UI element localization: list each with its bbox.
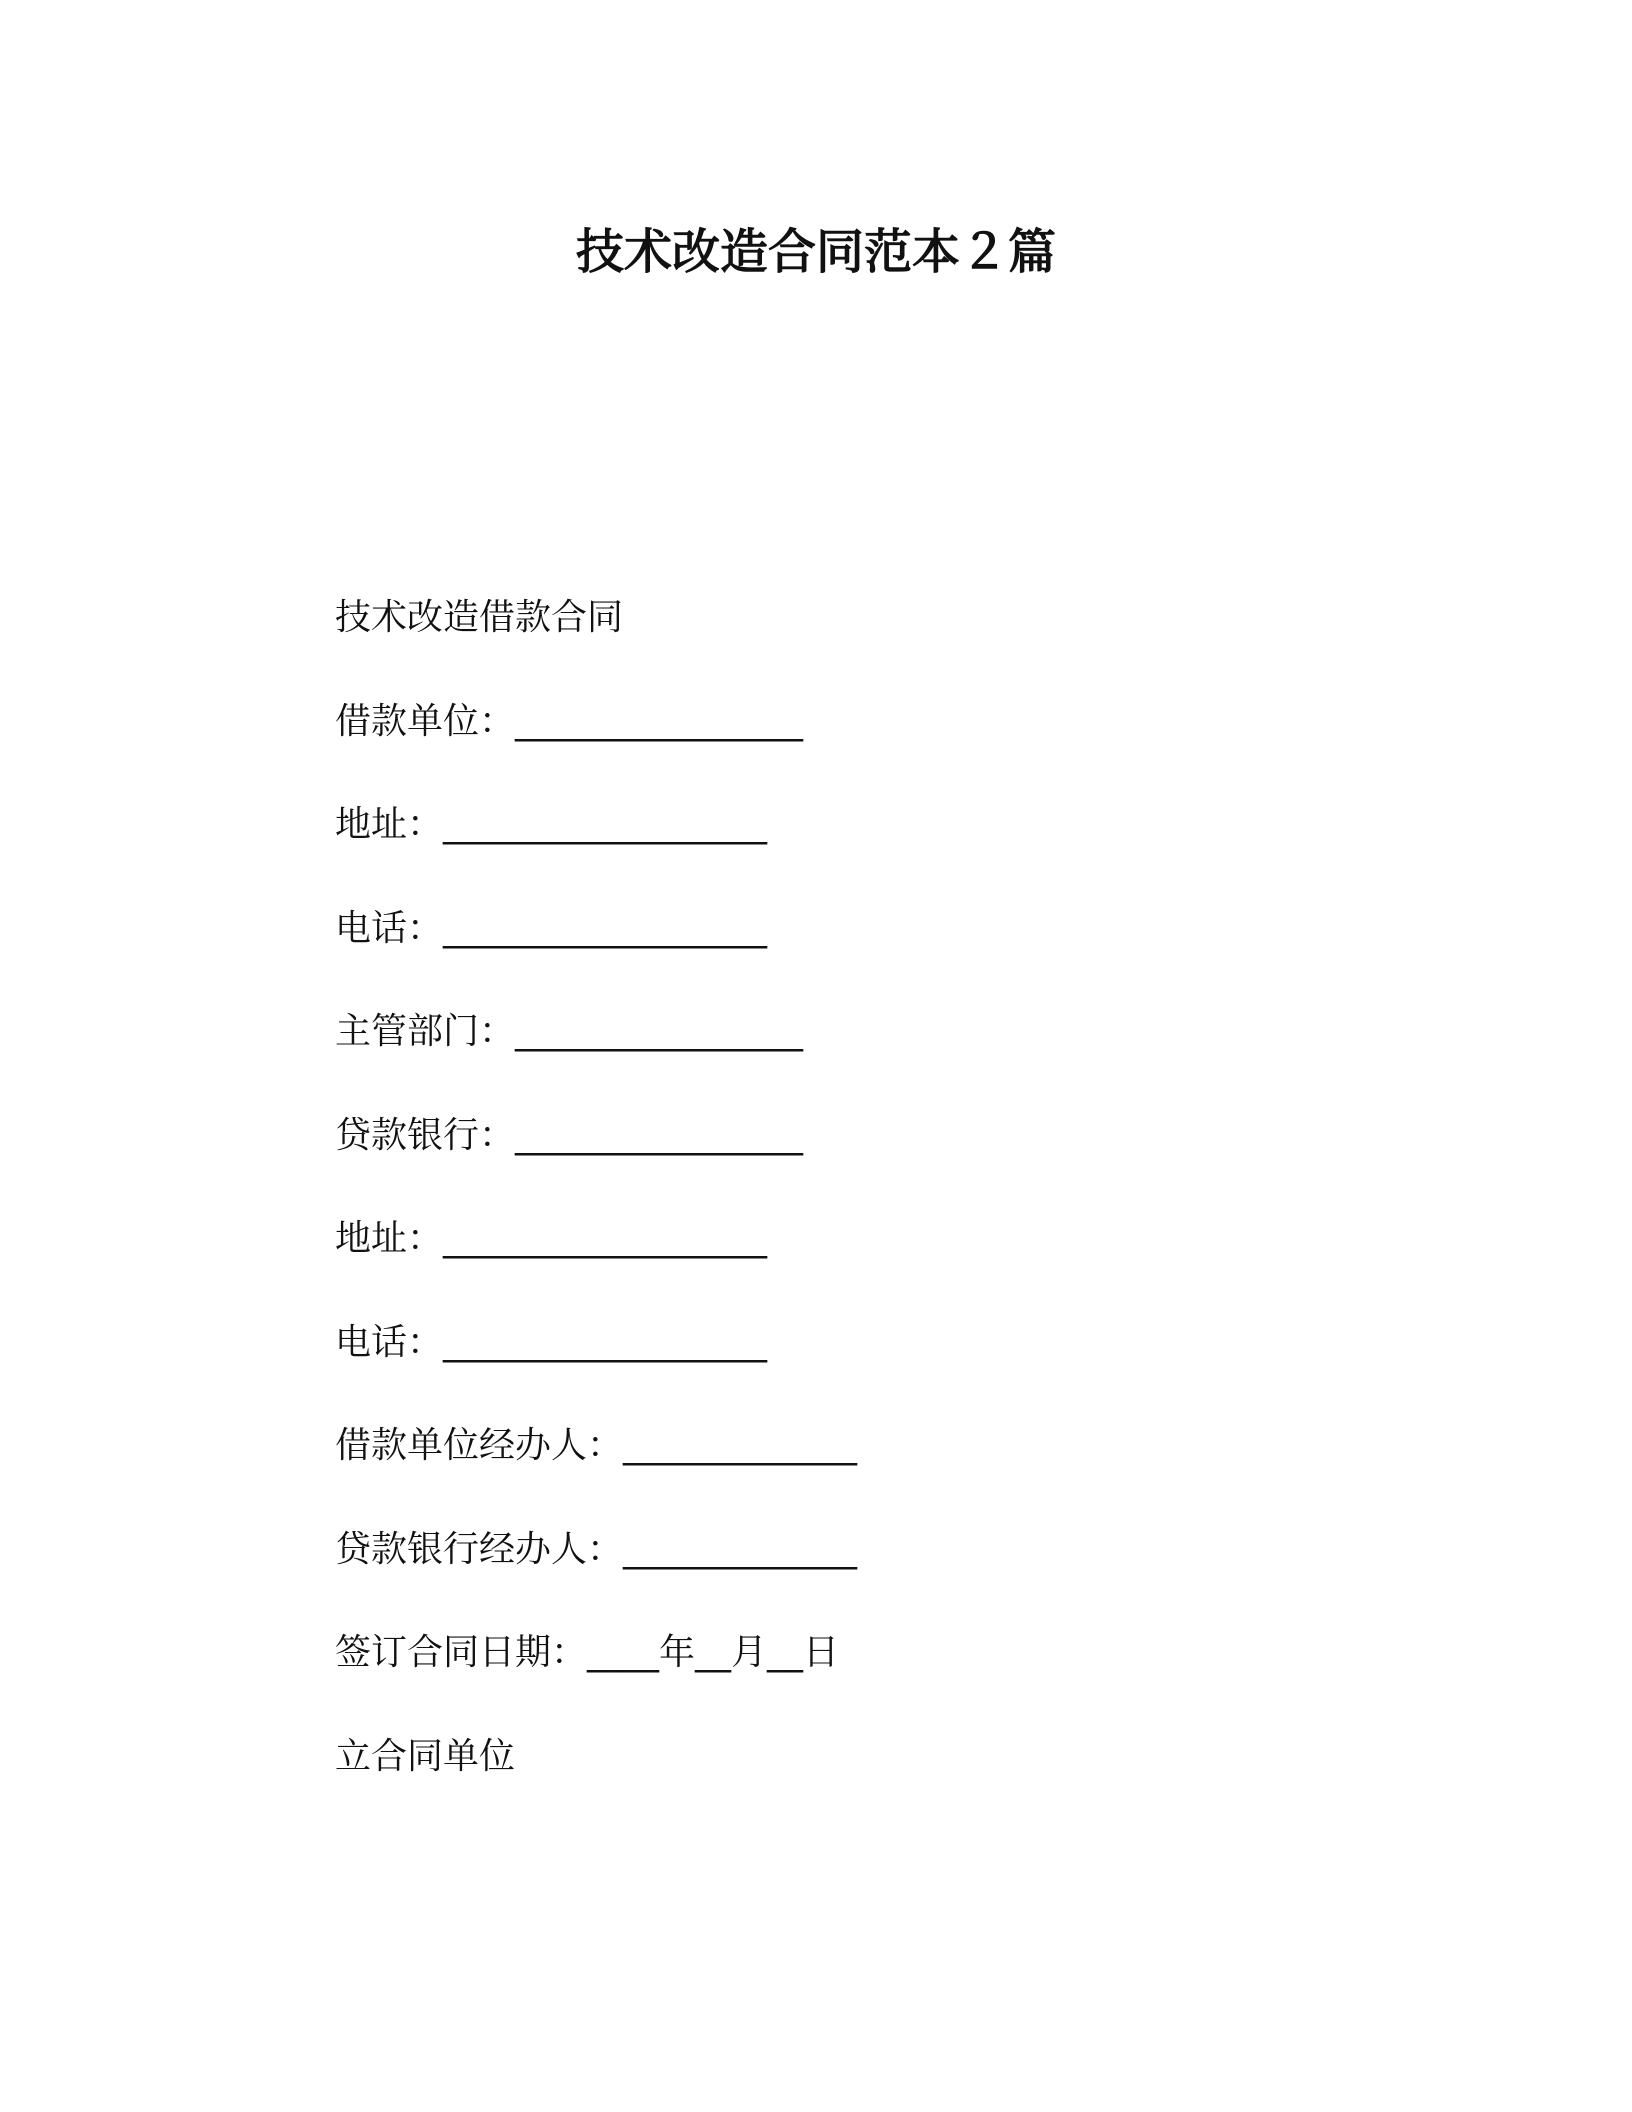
borrower-address-field: 地址：__________________ (335, 804, 768, 845)
document-title: 技术改造合同范本２篇 (575, 224, 1056, 280)
bank-phone-field: 电话：__________________ (335, 1322, 768, 1363)
borrower-agent-field: 借款单位经办人：_____________ (335, 1425, 858, 1466)
contract-heading: 技术改造借款合同 (335, 597, 624, 638)
borrower-unit-field: 借款单位：________________ (335, 701, 804, 742)
bank-address-field: 地址：__________________ (335, 1218, 768, 1259)
borrower-phone-field: 电话：__________________ (335, 908, 768, 949)
signing-date-field: 签订合同日期：____年__月__日 (335, 1632, 840, 1673)
bank-agent-field: 贷款银行经办人：_____________ (335, 1529, 858, 1570)
contracting-parties-heading: 立合同单位 (335, 1736, 516, 1777)
supervising-department-field: 主管部门：________________ (335, 1011, 804, 1052)
lending-bank-field: 贷款银行：________________ (335, 1115, 804, 1156)
